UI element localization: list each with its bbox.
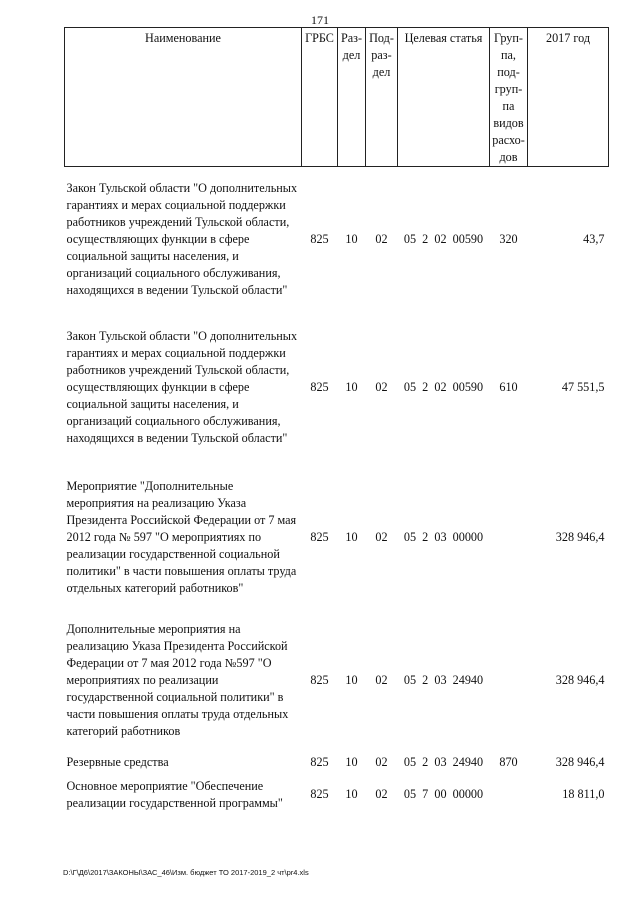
row-amount: 328 946,4: [555, 673, 605, 687]
row-name: Дополнительные мероприятия на реализацию Указа Президента Российской Федерации от 7 мая 2012 года №597 "О мероприятиях по реализации государственной социальной политики" в части повышения оплаты труда отдельных категорий работников: [66, 622, 289, 738]
row-name: Резервные средства: [66, 755, 169, 769]
row-subsection: 02: [375, 755, 388, 769]
row-section: 10: [345, 231, 358, 246]
row-target: 05 2 02 00590: [403, 231, 484, 246]
row-subsection: 02: [375, 787, 388, 801]
table-row: [65, 612, 609, 750]
row-grbs: 825: [310, 380, 329, 394]
row-section: 10: [345, 755, 358, 769]
row-target: 05 2 02 00590: [403, 380, 484, 394]
row-grbs: 825: [310, 787, 329, 801]
header-subsection: Под- раз- дел: [366, 28, 398, 167]
row-name: Закон Тульской области "О дополнительных гарантиях и мерах социальной поддержки работников учреждений Тульской области, осуществляющих функции в сфере социальной защиты населения, и организаций социального обслуживания, находящихся в ведении Тульской области": [66, 329, 298, 445]
table-row: [65, 464, 609, 612]
row-group: [490, 776, 528, 814]
table-header-row: [65, 28, 609, 167]
row-group: [490, 464, 528, 612]
row-amount: 47 551,5: [561, 380, 605, 394]
row-section: 10: [345, 530, 358, 544]
table-row: [65, 776, 609, 814]
row-subsection: 02: [375, 231, 388, 246]
row-amount: 328 946,4: [555, 755, 605, 769]
row-section: 10: [345, 380, 358, 394]
row-group: 610: [499, 380, 518, 394]
row-amount: 43,7: [583, 231, 605, 246]
row-target: 05 2 03 00000: [403, 530, 484, 544]
row-grbs: 825: [310, 755, 329, 769]
row-subsection: 02: [375, 673, 388, 687]
header-year: 2017 год: [528, 28, 609, 167]
header-group: Груп- па, под- груп- па видов расхо- дов: [490, 28, 528, 167]
row-amount: 18 811,0: [562, 787, 605, 801]
file-path-footer: D:\Г\Д6\2017\ЗАКОНЫ\ЗАС_46\Изм. бюджет ТО 2017-2019_2 чт\pr4.xls: [63, 868, 309, 877]
row-amount: 328 946,4: [555, 530, 605, 544]
row-group: 870: [499, 755, 518, 769]
row-target: 05 2 03 24940: [403, 673, 484, 687]
row-subsection: 02: [375, 530, 388, 544]
row-grbs: 825: [310, 231, 329, 246]
page-number: 171: [311, 13, 329, 27]
row-group: 320: [499, 231, 518, 246]
budget-table: [64, 27, 609, 814]
header-target: Целевая статья: [398, 28, 490, 167]
table-row: [65, 167, 609, 312]
row-grbs: 825: [310, 530, 329, 544]
row-subsection: 02: [375, 380, 388, 394]
header-grbs: ГРБС: [302, 28, 338, 167]
row-group: [490, 612, 528, 750]
row-name: Мероприятие "Дополнительные мероприятия на реализацию Указа Президента Российской Федерации от 7 мая 2012 года № 597 "О мероприятиях по реализации государственной социальной политики" в части повышения оплаты труда отдельных категорий работников": [66, 479, 297, 595]
row-grbs: 825: [310, 673, 329, 687]
row-section: 10: [345, 787, 358, 801]
table-row: [65, 312, 609, 464]
row-name: Основное мероприятие "Обеспечение реализации государственной программы": [66, 778, 283, 810]
header-name: Наименование: [65, 28, 302, 167]
row-target: 05 2 03 24940: [403, 755, 484, 769]
header-section: Раз- дел: [338, 28, 366, 167]
row-target: 05 7 00 00000: [403, 787, 484, 801]
row-name: Закон Тульской области "О дополнительных гарантиях и мерах социальной поддержки работников учреждений Тульской области, осуществляющих функции в сфере социальной защиты населения, и организаций социального обслуживания, находящихся в ведении Тульской области": [66, 180, 298, 297]
row-section: 10: [345, 673, 358, 687]
table-row: [65, 750, 609, 776]
